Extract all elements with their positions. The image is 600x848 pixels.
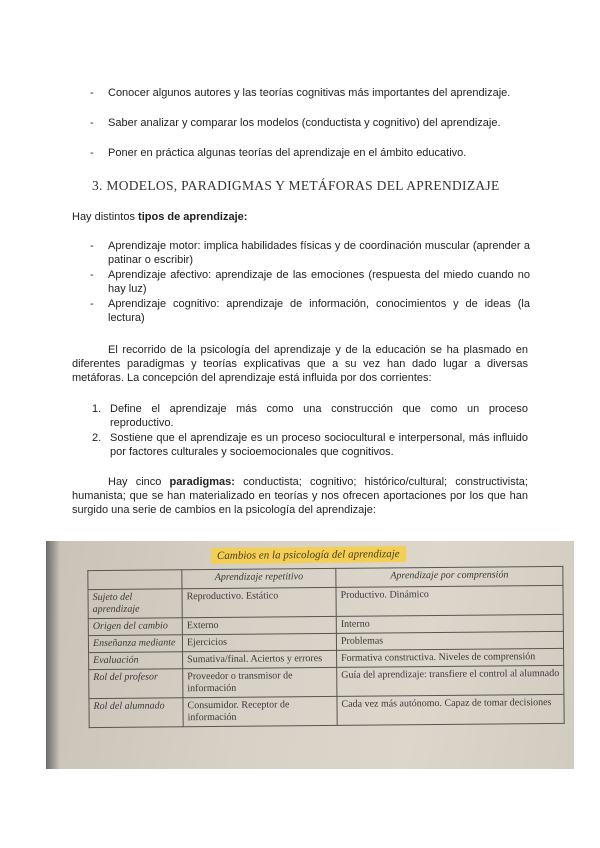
objectives-list	[90, 86, 530, 176]
list-item: - Aprendizaje cognitivo: aprendizaje de información, conocimientos y de ideas (la lectura)	[90, 298, 530, 324]
list-item: - Aprendizaje motor: implica habilidades físicas y de coordinación muscular (aprender a patinar o escribir)	[90, 240, 530, 266]
currents-list	[92, 402, 528, 460]
intro-line: Hay distintos tipos de aprendizaje:	[72, 211, 248, 223]
list-item: - Conocer algunos autores y las teorías cognitivas más importantes del aprendizaje.	[90, 87, 511, 99]
list-item: - Saber analizar y comparar los modelos (conductista y cognitivo) del aprendizaje.	[90, 117, 501, 129]
list-item: - Poner en práctica algunas teorías del aprendizaje en el ámbito educativo.	[90, 147, 467, 159]
table-row: Rol del profesor Proveedor o transmisor de información Guía del aprendizaje: transfiere el control al alumnado	[89, 665, 564, 698]
table-row: Enseñanza mediante Ejercicios Problemas	[88, 631, 563, 652]
table-title: Cambios en la psicología del aprendizaje	[211, 546, 406, 564]
column-header: Aprendizaje por comprensión	[336, 566, 563, 587]
learning-types-list	[90, 239, 530, 326]
paragraph: El recorrido de la psicología del aprendizaje y de la educación se ha plasmado en diferentes paradigmas y teorías explicativas que a su vez han dado lugar a diversas metáforas. La concepción del aprendizaje está influida por dos corrientes:	[72, 344, 528, 384]
list-item: - Aprendizaje afectivo: aprendizaje de las emociones (respuesta del miedo cuando no hay luz)	[90, 269, 530, 295]
table-row: Rol del alumnado Consumidor. Receptor de información Cada vez más autónomo. Capaz de tomar decisiones	[89, 694, 564, 727]
comparison-table	[87, 566, 564, 728]
table-row: Origen del cambio Externo Interno	[88, 614, 563, 635]
table-photo	[46, 541, 574, 769]
table-row: Sujeto del aprendizaje Reproductivo. Estático Productivo. Dinámico	[88, 585, 563, 618]
section-heading: 3. MODELOS, PARADIGMAS Y METÁFORAS DEL APRENDIZAJE	[92, 178, 500, 193]
column-header: Aprendizaje repetitivo	[182, 568, 336, 588]
list-item: 2. Sostiene que el aprendizaje es un proceso sociocultural e interpersonal, más influido por factores culturales y socioemocionales que cognitivos.	[92, 432, 528, 458]
table-row: Evaluación Sumativa/final. Aciertos y errores Formativa constructiva. Niveles de comprensión	[89, 648, 564, 669]
objective-text: Saber analizar y comparar los modelos (conductista y cognitivo) del aprendizaje.	[108, 117, 501, 129]
intro-bold: tipos de aprendizaje:	[138, 211, 248, 223]
paragraph: Hay cinco paradigmas: conductista; cognitivo; histórico/cultural; constructivista; humanista; que se han materializado en teorías y nos ofrecen aportaciones por los que han surgido una serie de cambios en la psicología del aprendizaje:	[72, 476, 528, 516]
objective-text: Conocer algunos autores y las teorías cognitivas más importantes del aprendizaje.	[108, 87, 511, 99]
objective-text: Poner en práctica algunas teorías del aprendizaje en el ámbito educativo.	[108, 147, 467, 159]
list-item: 1. Define el aprendizaje más como una construcción que como un proceso reproductivo.	[92, 403, 528, 429]
